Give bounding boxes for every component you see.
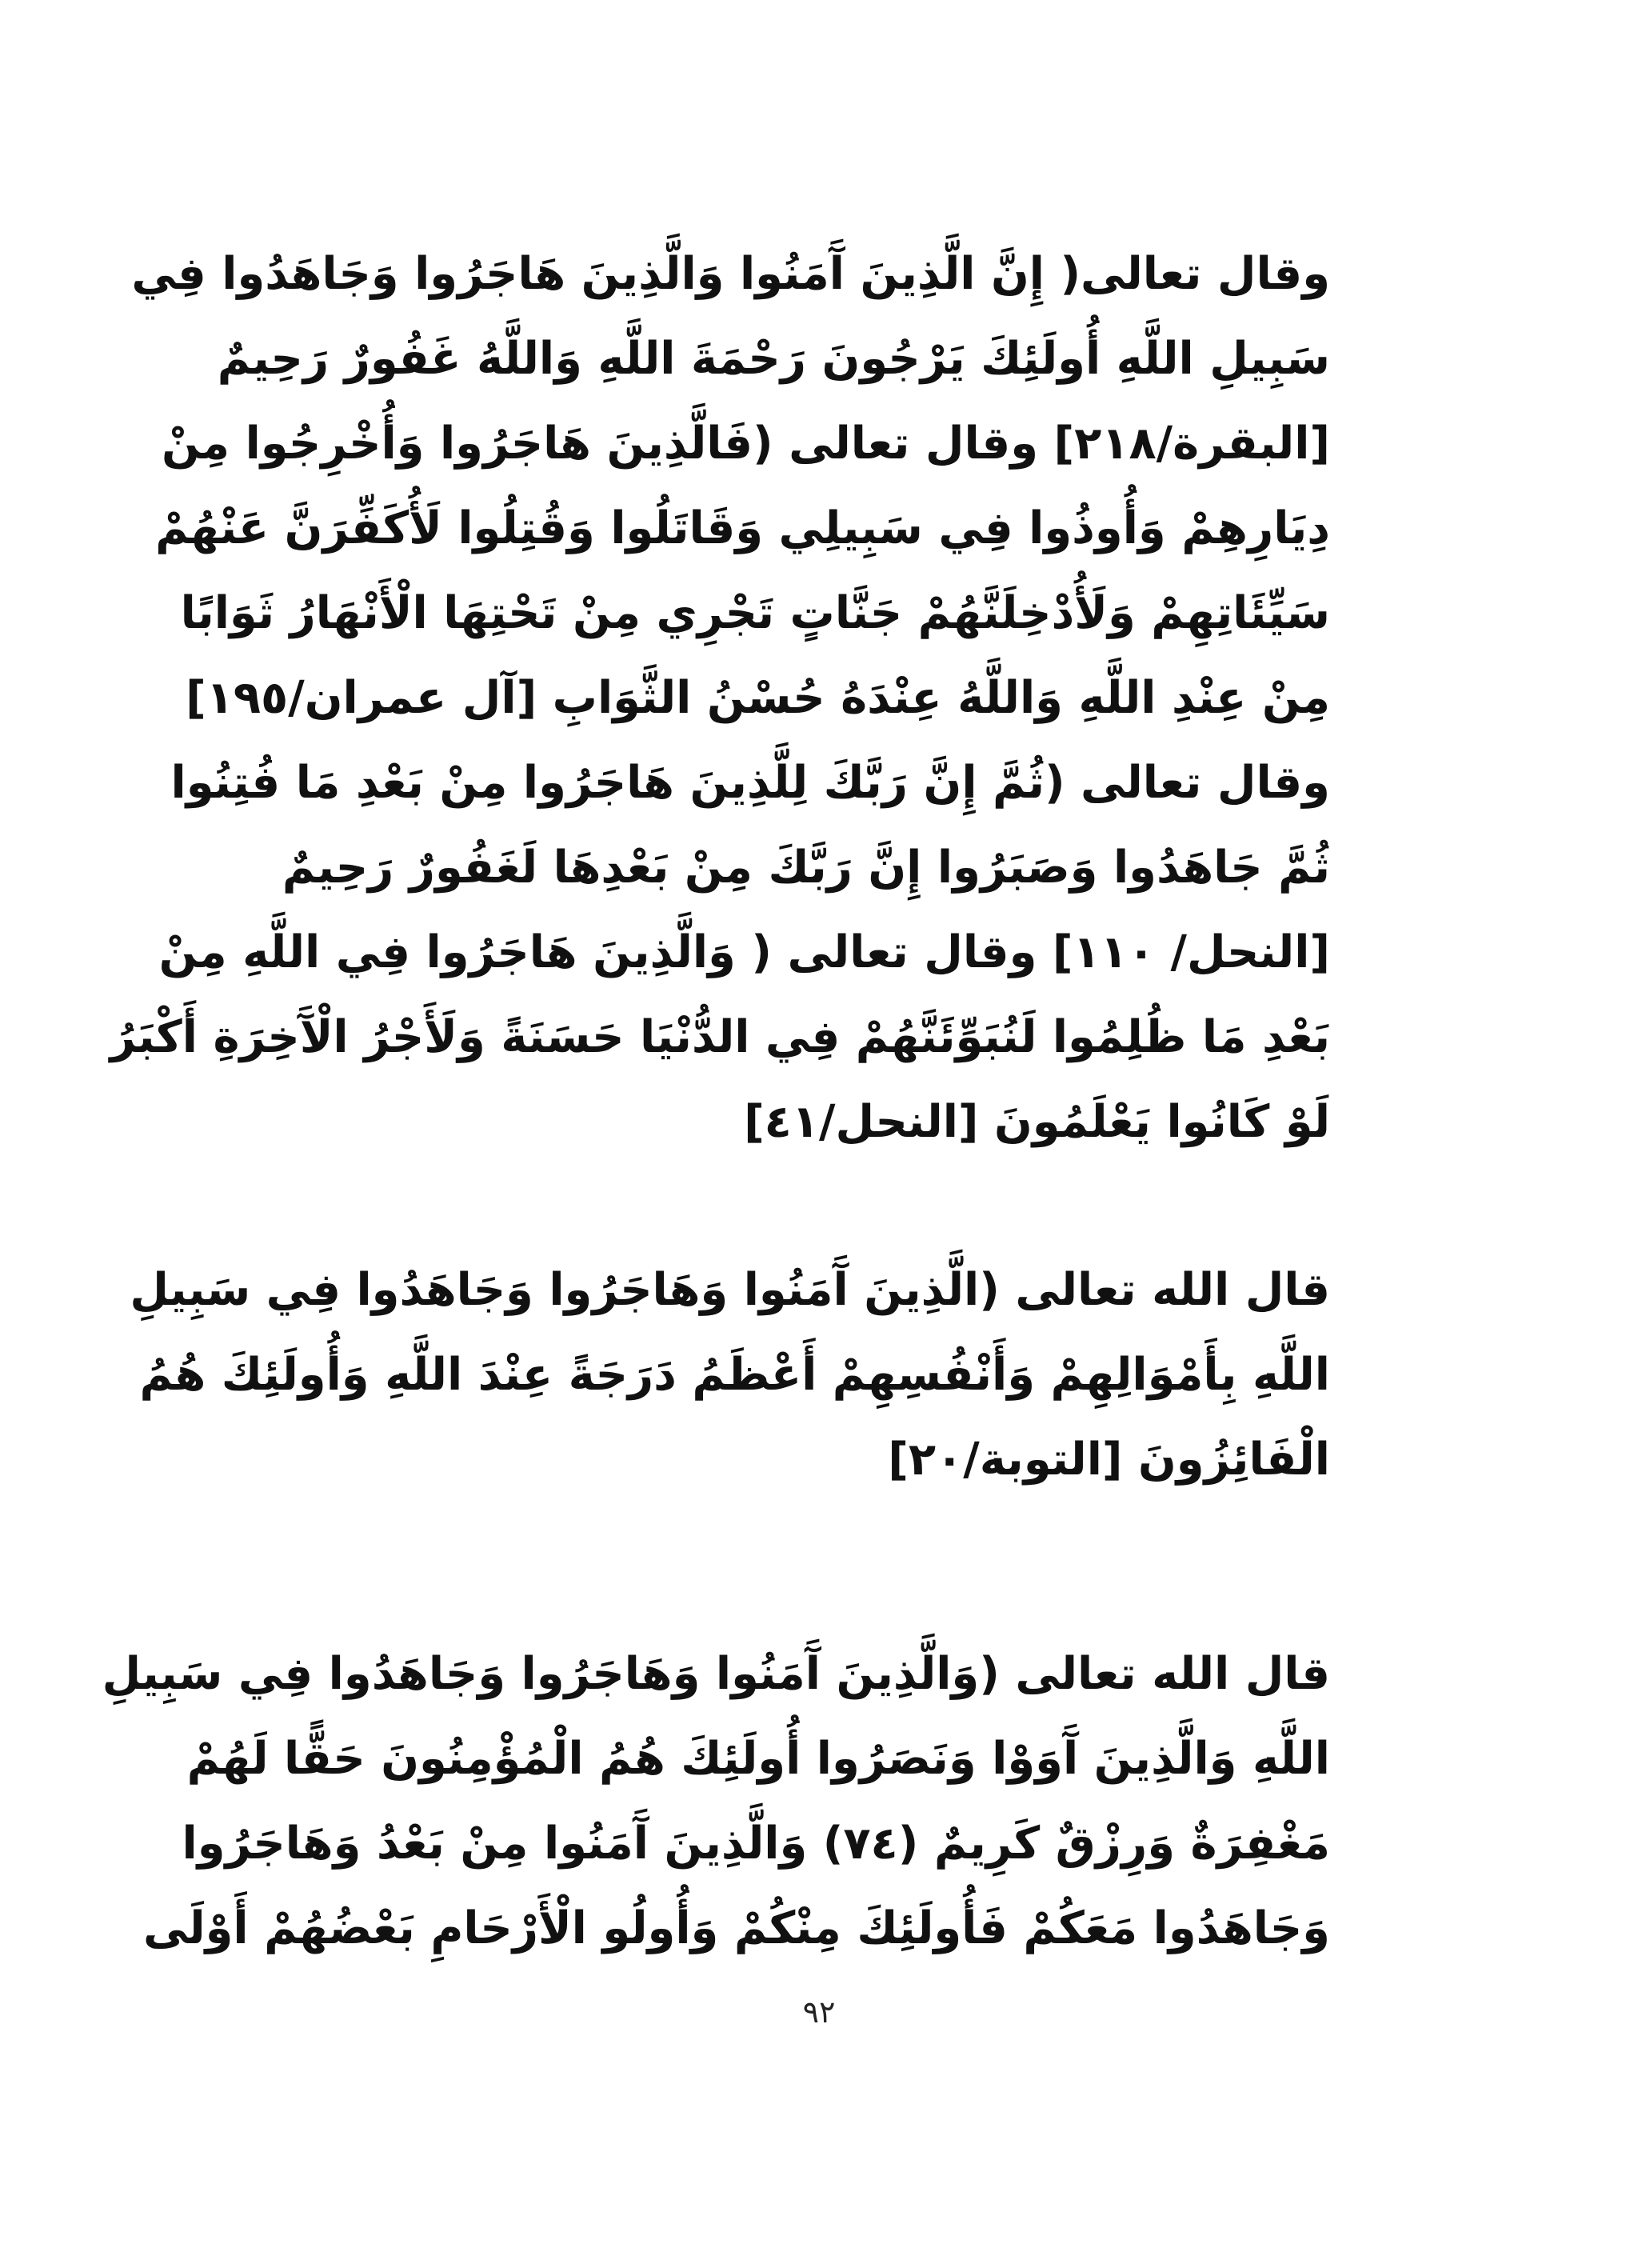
paragraph-1 — [110, 232, 1330, 1165]
paragraph-line: وقال تعالى( إِنَّ الَّذِينَ آَمَنُوا وَالَّذِينَ هَاجَرُوا وَجَاهَدُوا فِي — [131, 248, 1330, 300]
paragraph-3 — [102, 1632, 1330, 1971]
page-number: ٩٢ — [802, 1994, 836, 2030]
paragraph-line: اللَّهِ بِأَمْوَالِهِمْ وَأَنْفُسِهِمْ أَعْظَمُ دَرَجَةً عِنْدَ اللَّهِ وَأُولَئِكَ هُمُ — [139, 1349, 1330, 1401]
paragraph-line: [النحل/ ١١٠] وقال تعالى ( وَالَّذِينَ هَاجَرُوا فِي اللَّهِ مِنْ — [158, 926, 1330, 978]
paragraph-line: مَغْفِرَةٌ وَرِزْقٌ كَرِيمٌ (٧٤) وَالَّذِينَ آَمَنُوا مِنْ بَعْدُ وَهَاجَرُوا — [182, 1818, 1330, 1870]
paragraph-line: ثُمَّ جَاهَدُوا وَصَبَرُوا إِنَّ رَبَّكَ مِنْ بَعْدِهَا لَغَفُورٌ رَحِيمٌ — [282, 842, 1330, 894]
paragraph-line: [البقرة/٢١٨] وقال تعالى (فَالَّذِينَ هَاجَرُوا وَأُخْرِجُوا مِنْ — [162, 418, 1330, 470]
paragraph-line: لَوْ كَانُوا يَعْلَمُونَ [النحل/٤١] — [744, 1096, 1330, 1148]
paragraph-line: الْفَائِزُونَ [التوبة/٢٠] — [888, 1434, 1330, 1486]
paragraph-line: سَبِيلِ اللَّهِ أُولَئِكَ يَرْجُونَ رَحْمَةَ اللَّهِ وَاللَّهُ غَفُورٌ رَحِيمٌ — [217, 333, 1330, 385]
paragraph-line: سَيِّئَاتِهِمْ وَلَأُدْخِلَنَّهُمْ جَنَّاتٍ تَجْرِي مِنْ تَحْتِهَا الْأَنْهَارُ ثَوَابًا — [180, 587, 1330, 639]
paragraph-line: قال الله تعالى (وَالَّذِينَ آَمَنُوا وَهَاجَرُوا وَجَاهَدُوا فِي سَبِيلِ — [102, 1648, 1330, 1700]
paragraph-line: وقال تعالى (ثُمَّ إِنَّ رَبَّكَ لِلَّذِينَ هَاجَرُوا مِنْ بَعْدِ مَا فُتِنُوا — [170, 757, 1330, 809]
paragraph-line: دِيَارِهِمْ وَأُوذُوا فِي سَبِيلِي وَقَاتَلُوا وَقُتِلُوا لَأُكَفِّرَنَّ عَنْهُمْ — [155, 502, 1330, 554]
paragraph-line: بَعْدِ مَا ظُلِمُوا لَنُبَوِّئَنَّهُمْ فِي الدُّنْيَا حَسَنَةً وَلَأَجْرُ الْآَخِرَةِ أَكْبَرُ — [110, 1011, 1330, 1063]
paragraph-line: وَجَاهَدُوا مَعَكُمْ فَأُولَئِكَ مِنْكُمْ وَأُولُو الْأَرْحَامِ بَعْضُهُمْ أَوْلَى — [142, 1902, 1330, 1954]
paragraph-line: اللَّهِ وَالَّذِينَ آَوَوْا وَنَصَرُوا أُولَئِكَ هُمُ الْمُؤْمِنُونَ حَقًّا لَهُمْ — [186, 1733, 1330, 1785]
paragraph-2 — [130, 1248, 1330, 1502]
paragraph-line: قال الله تعالى (الَّذِينَ آَمَنُوا وَهَاجَرُوا وَجَاهَدُوا فِي سَبِيلِ — [130, 1264, 1330, 1316]
paragraph-line: مِنْ عِنْدِ اللَّهِ وَاللَّهُ عِنْدَهُ حُسْنُ الثَّوَابِ [آل عمران/١٩٥] — [186, 672, 1330, 724]
